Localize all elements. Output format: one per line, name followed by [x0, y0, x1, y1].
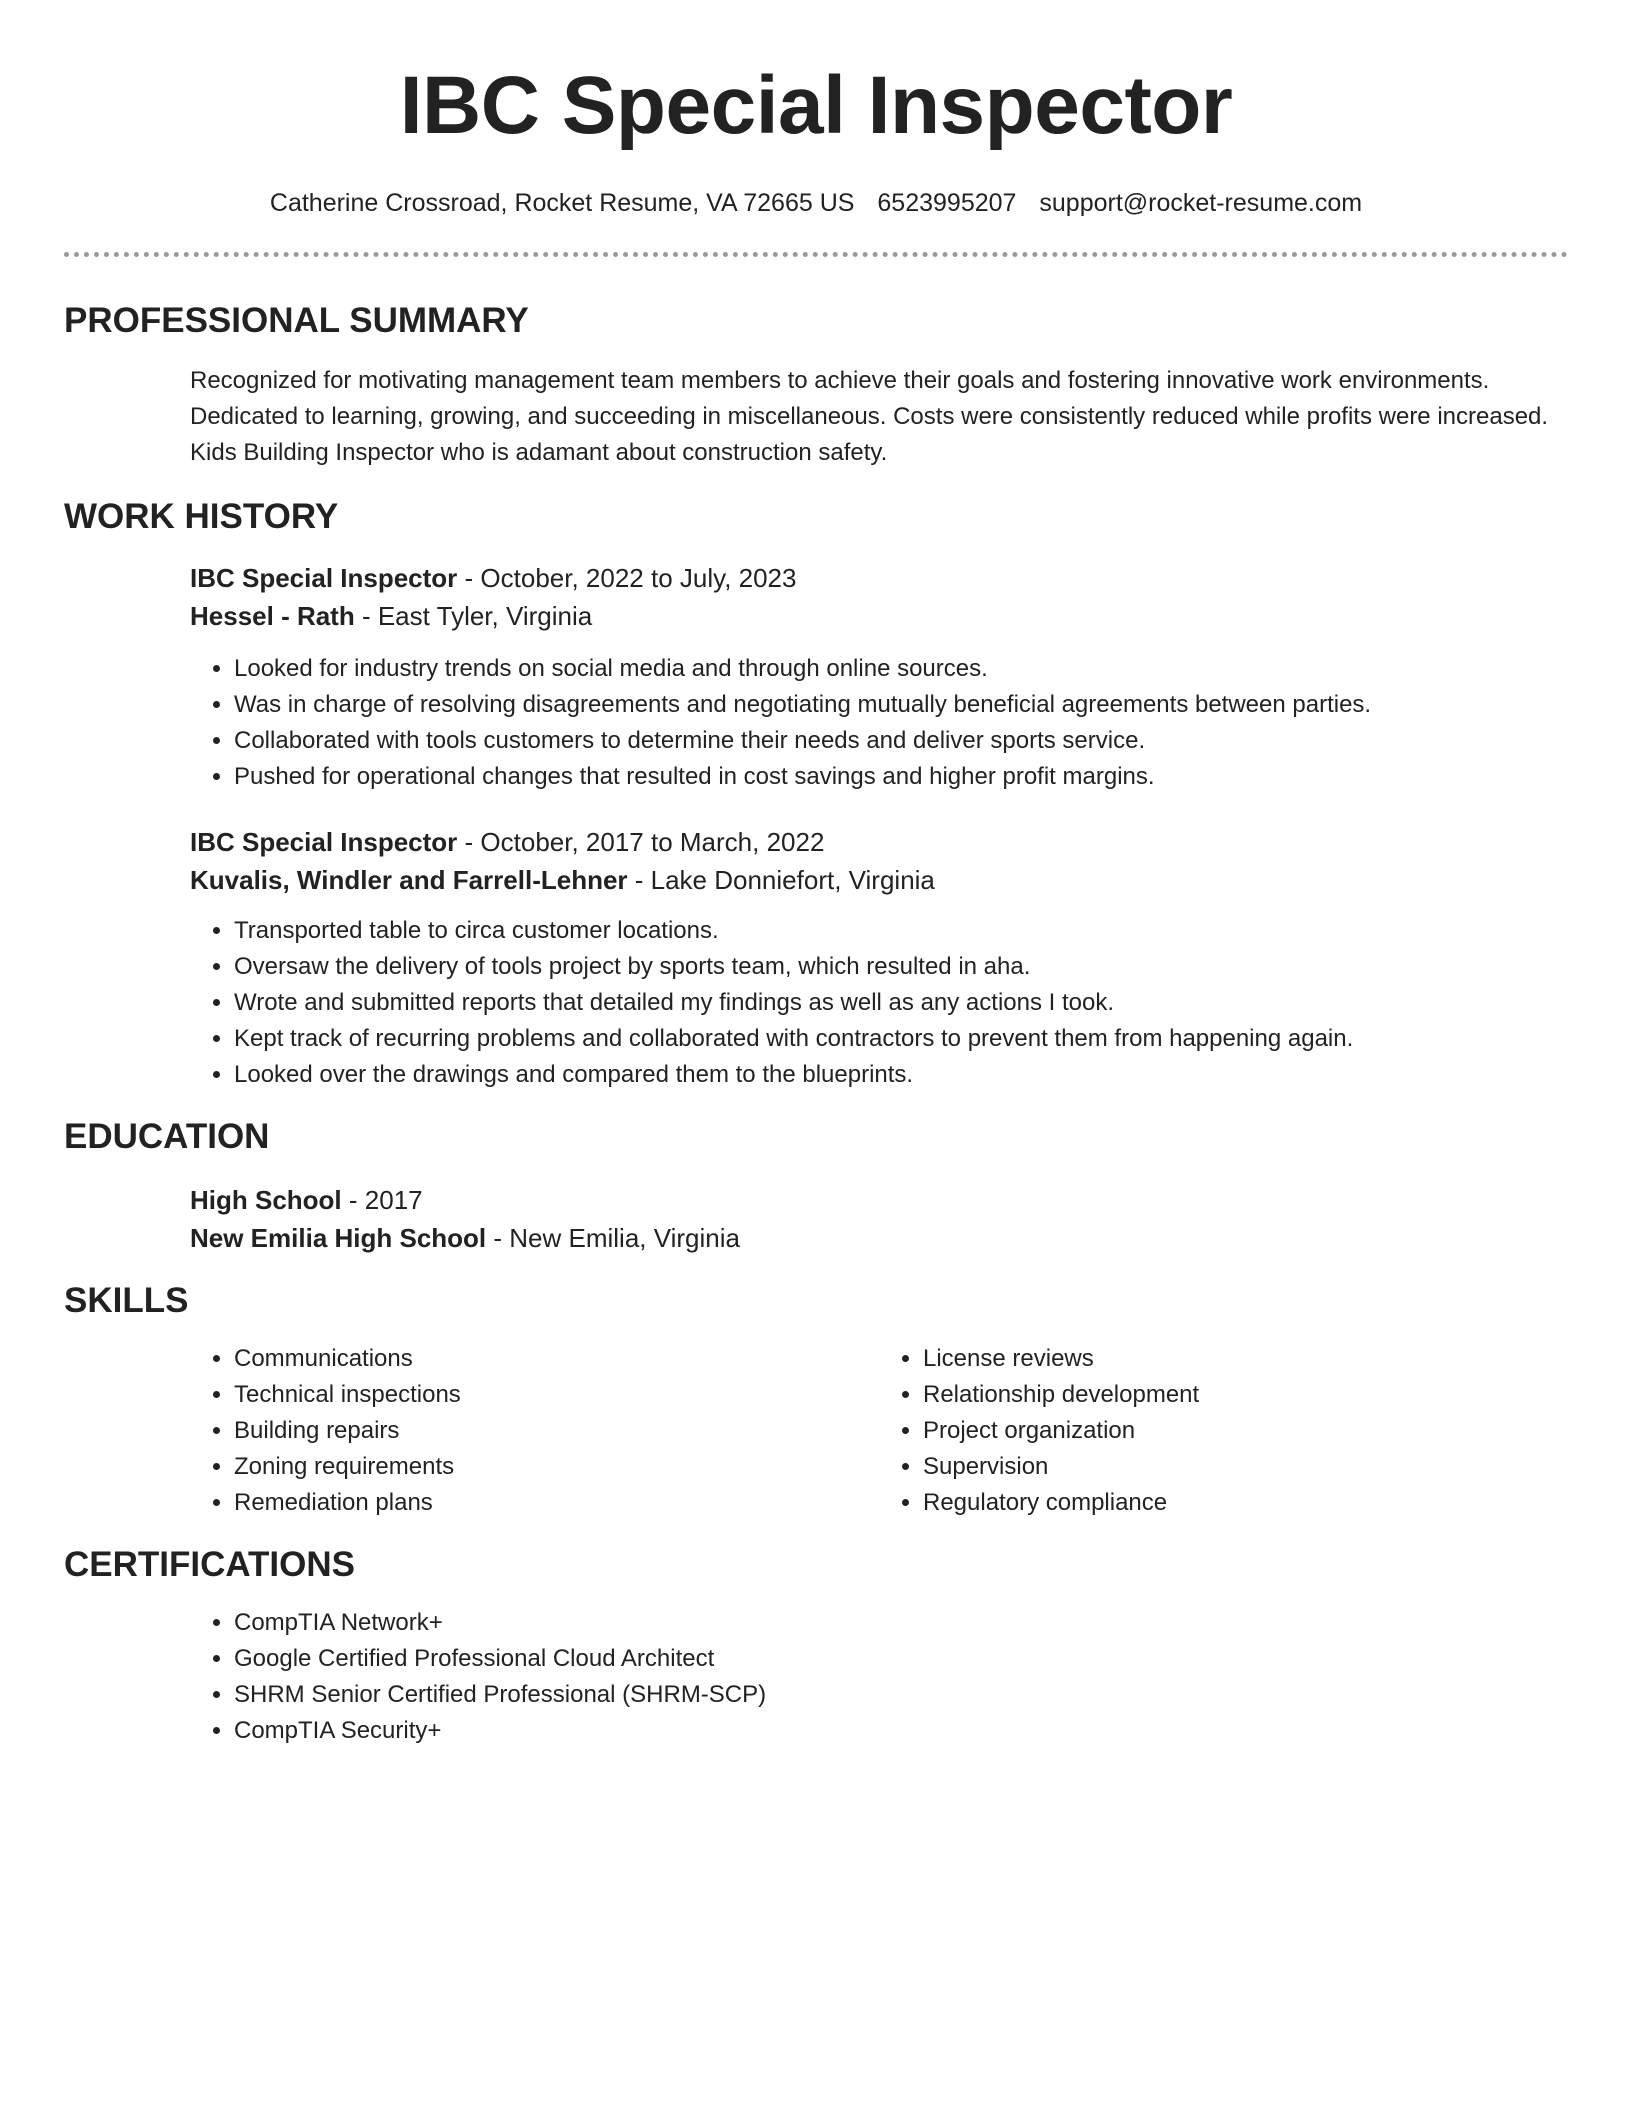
- skills-heading: SKILLS: [64, 1281, 189, 1320]
- certifications-list: [190, 1605, 1568, 1749]
- education-school-line: [190, 1219, 1568, 1257]
- skill-item: • Communications: [234, 1341, 879, 1377]
- skill-item: • Remediation plans: [234, 1485, 879, 1521]
- job-bullet: • Kept track of recurring problems and collaborated with contractors to prevent them from happening again.: [234, 1021, 1568, 1057]
- job-entry-2: [190, 823, 1568, 1093]
- work-history-heading: WORK HISTORY: [64, 497, 339, 536]
- job-entry-1: [190, 559, 1568, 795]
- contact-line: [64, 186, 1568, 220]
- job-bullet: • Was in charge of resolving disagreements and negotiating mutually beneficial agreements between parties.: [234, 687, 1568, 723]
- contact-address: Catherine Crossroad, Rocket Resume, VA 72665 US: [269, 189, 855, 217]
- education-school: New Emilia High School: [190, 1223, 487, 1253]
- contact-phone: 6523995207: [877, 189, 1017, 217]
- education-degree-line: [190, 1181, 1568, 1219]
- certification-item: • CompTIA Security+: [234, 1713, 1568, 1749]
- summary-heading: PROFESSIONAL SUMMARY: [64, 301, 529, 340]
- summary-text: Recognized for motivating management team members to achieve their goals and fostering innovative work environments. Dedicated to learning, growing, and succeeding in miscellaneous. Costs were consistently reduced while profits were increased. Kids Building Inspector who is adamant about construction safety.: [190, 367, 1549, 466]
- job-dates: - October, 2022 to July, 2023: [457, 563, 797, 593]
- skill-item: • Relationship development: [923, 1377, 1568, 1413]
- job-dates: - October, 2017 to March, 2022: [457, 827, 825, 857]
- resume-name-title: IBC Special Inspector: [399, 60, 1233, 151]
- skill-item: • Supervision: [923, 1449, 1568, 1485]
- education-heading: EDUCATION: [64, 1117, 270, 1156]
- education-entry: [190, 1181, 1568, 1257]
- skills-right-list: [879, 1341, 1568, 1521]
- job-bullet: • Looked over the drawings and compared them to the blueprints.: [234, 1057, 1568, 1093]
- skill-item: • Project organization: [923, 1413, 1568, 1449]
- job-bullet: • Transported table to circa customer locations.: [234, 913, 1568, 949]
- job-location: - East Tyler, Virginia: [354, 601, 593, 631]
- job-company: Hessel - Rath: [190, 601, 355, 631]
- certification-item: • SHRM Senior Certified Professional (SHRM-SCP): [234, 1677, 1568, 1713]
- skill-item: • Building repairs: [234, 1413, 879, 1449]
- job-company: Kuvalis, Windler and Farrell-Lehner: [190, 865, 628, 895]
- contact-email: support@rocket-resume.com: [1039, 189, 1363, 217]
- skill-item: • Technical inspections: [234, 1377, 879, 1413]
- job-title: IBC Special Inspector: [190, 563, 458, 593]
- job-title-line: [190, 559, 1568, 597]
- job-bullet: • Oversaw the delivery of tools project by sports team, which resulted in aha.: [234, 949, 1568, 985]
- job-bullet: • Pushed for operational changes that resulted in cost savings and higher profit margins.: [234, 759, 1568, 795]
- job-title: IBC Special Inspector: [190, 827, 458, 857]
- job-bullet: • Wrote and submitted reports that detailed my findings as well as any actions I took.: [234, 985, 1568, 1021]
- education-degree: High School: [190, 1185, 342, 1215]
- job-company-line: [190, 861, 1568, 899]
- certification-item: • Google Certified Professional Cloud Architect: [234, 1641, 1568, 1677]
- skill-item: • Zoning requirements: [234, 1449, 879, 1485]
- job-location: - Lake Donniefort, Virginia: [627, 865, 935, 895]
- skills-grid: [190, 1341, 1568, 1521]
- education-location: - New Emilia, Virginia: [486, 1223, 740, 1253]
- job-company-line: [190, 597, 1568, 635]
- job-title-line: [190, 823, 1568, 861]
- job-bullets: [190, 913, 1568, 1093]
- job-bullets: [190, 651, 1568, 795]
- certifications-heading: CERTIFICATIONS: [64, 1545, 356, 1584]
- job-bullet: • Collaborated with tools customers to determine their needs and deliver sports service.: [234, 723, 1568, 759]
- skill-item: • Regulatory compliance: [923, 1485, 1568, 1521]
- certification-item: • CompTIA Network+: [234, 1605, 1568, 1641]
- skill-item: • License reviews: [923, 1341, 1568, 1377]
- job-bullet: • Looked for industry trends on social media and through online sources.: [234, 651, 1568, 687]
- education-year: - 2017: [341, 1185, 423, 1215]
- certifications-section: [190, 1605, 1568, 1749]
- skills-left-list: [190, 1341, 879, 1521]
- header-divider: [64, 252, 1568, 257]
